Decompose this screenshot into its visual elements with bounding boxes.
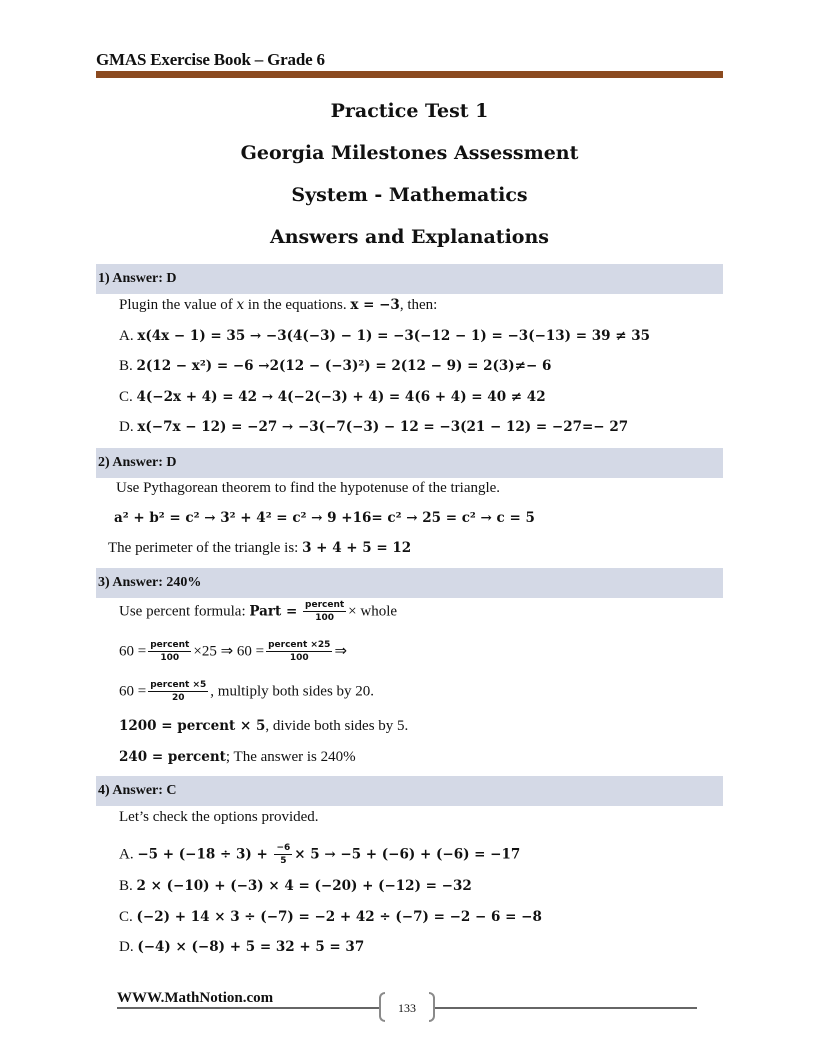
q4-option-d	[119, 939, 364, 956]
option-expression: x(4x − 1) = 35 → −3(4(−3) − 1) = −3(−12 − 1) = −3(−13) = 39 ≠ 35	[137, 328, 651, 344]
option-label: C.	[119, 389, 133, 405]
title-line-4: Answers and Explanations	[270, 226, 549, 248]
right-bracket-icon	[429, 992, 435, 1022]
q1-intro	[119, 297, 437, 314]
option-label: D.	[119, 419, 134, 435]
q1-option-b	[119, 358, 551, 375]
title-line-3: System - Mathematics	[291, 184, 528, 206]
q3-l1-a: Use percent formula:	[119, 603, 250, 620]
q3-l4-expr: 1200 = percent × 5	[119, 718, 266, 734]
q3-l5-expr: 240 = percent	[119, 749, 226, 765]
left-bracket-icon	[379, 992, 385, 1022]
fraction-denominator: 100	[160, 653, 180, 663]
option-expression-cont: × 5 → −5 + (−6) + (−6) = −17	[294, 846, 521, 863]
q3-l2-a: 60 =	[119, 643, 147, 660]
q3-l5-text: ; The answer is 240%	[225, 749, 356, 765]
option-expression: 2 × (−10) + (−3) × 4 = (−20) + (−12) = −32	[136, 878, 472, 894]
q1-intro-b: in the equations.	[244, 297, 351, 313]
fraction-denominator: 5	[280, 856, 287, 866]
q2-answer-band: 2) Answer: D	[96, 448, 723, 478]
q1-option-a	[119, 328, 650, 345]
q1-answer-band: 1) Answer: D	[96, 264, 723, 294]
q3-line-4	[119, 718, 408, 735]
q2-line-3	[108, 540, 411, 557]
q4-answer-band: 4) Answer: C	[96, 776, 723, 806]
q3-fraction	[266, 640, 332, 664]
q1-option-c	[119, 389, 546, 406]
option-label: A.	[119, 328, 134, 344]
q3-line-3	[119, 680, 374, 704]
option-label: B.	[119, 878, 133, 894]
q1-intro-a: Plugin the value of	[119, 297, 237, 313]
q2-equation: a² + b² = c² → 3² + 4² = c² → 9 +16= c² → 25 = c² → c = 5	[114, 510, 535, 526]
fraction-numerator: −6	[276, 843, 291, 853]
fraction-numerator: percent ×25	[268, 640, 331, 650]
q3-fraction	[148, 680, 208, 704]
option-expression: −5 + (−18 ÷ 3) +	[137, 846, 273, 863]
option-expression: 4(−2x + 4) = 42 → 4(−2(−3) + 4) = 4(6 + 4) = 40 ≠ 42	[136, 389, 546, 405]
option-expression: (−2) + 14 × 3 ÷ (−7) = −2 + 42 ÷ (−7) = −2 − 6 = −8	[136, 909, 542, 925]
book-title: GMAS Exercise Book – Grade 6	[96, 50, 325, 69]
option-expression: x(−7x − 12) = −27 → −3(−7(−3) − 12 = −3(21 − 12) = −27=− 27	[137, 419, 629, 435]
option-label: A.	[119, 846, 134, 863]
option-label: B.	[119, 358, 133, 374]
q3-fraction	[303, 600, 346, 624]
option-expression: (−4) × (−8) + 5 = 32 + 5 = 37	[137, 939, 365, 955]
fraction-denominator: 20	[171, 693, 185, 703]
page-number-box	[379, 992, 435, 1024]
q3-l2-b: ×25 ⇒ 60 =	[193, 643, 265, 660]
fraction-denominator: 100	[289, 653, 309, 663]
q4-option-a	[119, 843, 520, 867]
q3-l3-b: , multiply both sides by 20.	[210, 683, 375, 700]
q2-line-1: Use Pythagorean theorem to find the hypotenuse of the triangle.	[116, 480, 501, 496]
fraction-numerator: percent	[305, 600, 345, 610]
title-line-1: Practice Test 1	[330, 100, 489, 122]
q3-fraction	[148, 640, 191, 664]
q3-l4-text: , divide both sides by 5.	[265, 718, 409, 734]
page-number: 133	[398, 1001, 416, 1015]
q2-perimeter-text: The perimeter of the triangle is:	[108, 540, 303, 556]
page-titles	[96, 96, 723, 264]
q1-intro-eq: x = −3	[350, 297, 400, 313]
q3-line-2	[119, 640, 347, 664]
q4-option-b	[119, 878, 472, 895]
q3-l1-b: × whole	[348, 603, 398, 620]
q3-line-1	[119, 600, 397, 624]
option-label: C.	[119, 909, 133, 925]
q3-l1-part: Part =	[249, 603, 298, 620]
header-rule	[96, 71, 723, 78]
q4-line-1: Let’s check the options provided.	[119, 809, 319, 825]
q3-l2-c: ⇒	[334, 643, 348, 660]
q4-fraction	[274, 843, 292, 867]
q1-intro-x: x	[236, 297, 245, 313]
q1-intro-c: , then:	[399, 297, 438, 313]
q1-option-d	[119, 419, 628, 436]
fraction-numerator: percent	[150, 640, 190, 650]
q3-line-5	[119, 749, 356, 766]
q3-answer-band: 3) Answer: 240%	[96, 568, 723, 598]
title-line-2: Georgia Milestones Assessment	[240, 142, 579, 164]
option-expression: 2(12 − x²) = −6 →2(12 − (−3)²) = 2(12 − 9) = 2(3)≠− 6	[136, 358, 552, 374]
q2-line-2	[114, 510, 535, 527]
q2-perimeter-expr: 3 + 4 + 5 = 12	[302, 540, 412, 556]
q4-option-c	[119, 909, 542, 926]
footer-website: WWW.MathNotion.com	[117, 990, 274, 1006]
q3-l3-a: 60 =	[119, 683, 147, 700]
option-label: D.	[119, 939, 134, 955]
fraction-denominator: 100	[315, 613, 334, 623]
fraction-numerator: percent ×5	[150, 680, 207, 690]
